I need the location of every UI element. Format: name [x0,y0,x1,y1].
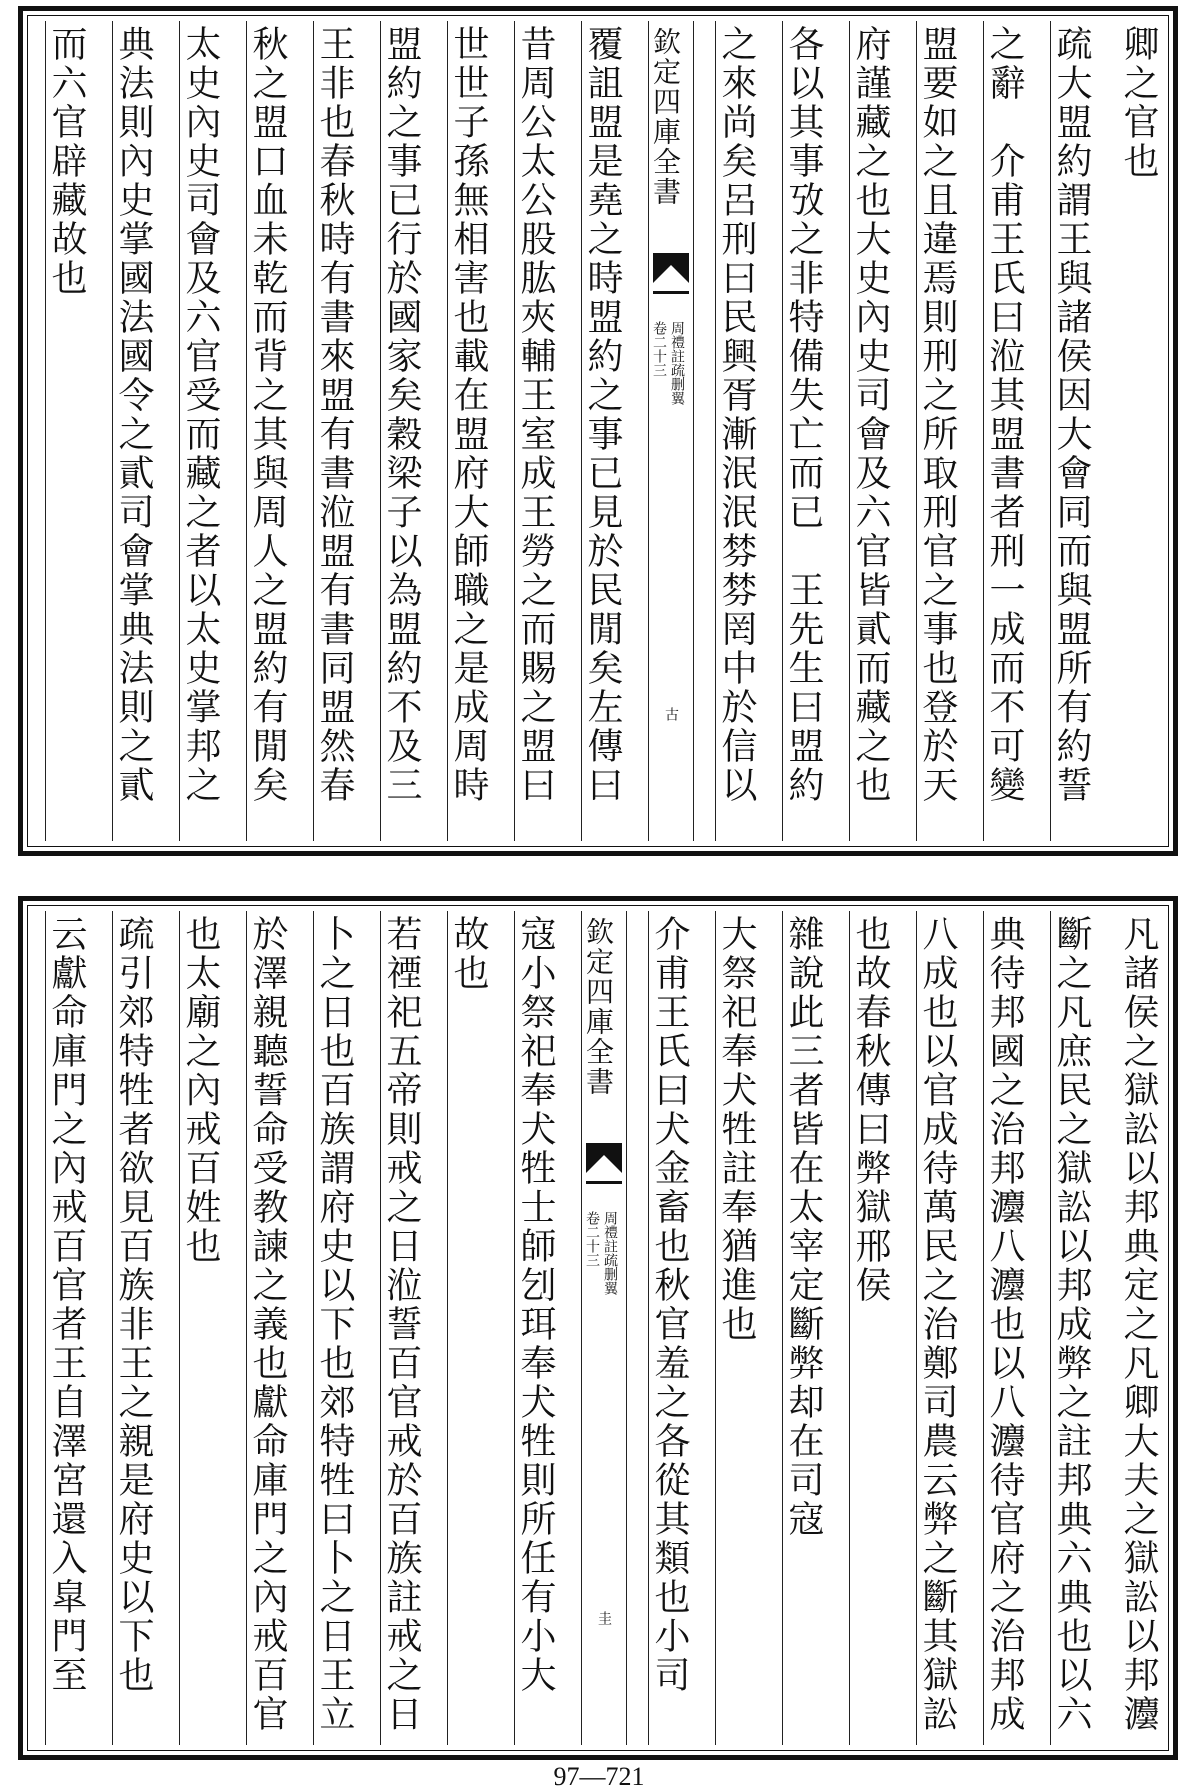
fish-tail-mark [653,253,689,283]
text-column [45,21,91,841]
text-column [983,911,1029,1745]
text-column [715,911,761,1745]
column-text: 昔周公太公股肱夾輔王室成王勞之而賜之盟曰 [515,25,556,805]
column-text: 各以其事攷之非特備失亡而已 王先生曰盟約 [783,25,824,805]
column-text: 典法則內史掌國法國令之貳司會掌典法則之貳 [113,25,154,805]
column-text: 覆詛盟是堯之時盟約之事已見於民閒矣左傳曰 [582,25,623,805]
column-text: 疏引郊特牲者欲見百族非王之親是府史以下也 [113,915,154,1695]
page-banner [648,21,694,841]
text-column [916,21,962,841]
text-column [514,21,560,841]
column-text: 凡諸侯之獄訟以邦典定之凡卿大夫之獄訟以邦灋 [1118,915,1159,1734]
text-column [782,911,828,1745]
fish-tail-mark [586,1143,622,1173]
column-text: 王非也春秋時有書來盟有書涖盟有書同盟然春 [314,25,355,805]
banner-volume: 卷二十三 [651,321,667,377]
column-text: 世世子孫無相害也載在盟府大師職之是成周時 [448,25,489,805]
text-column [1117,21,1163,841]
column-text: 而六官辟藏故也 [46,25,87,298]
text-column [782,21,828,841]
fish-tail-line [653,291,689,294]
banner-leaf-number: 古 [663,707,679,721]
text-column [916,911,962,1745]
column-text: 疏大盟約謂王與諸侯因大會同而與盟所有約誓 [1051,25,1092,805]
column-text: 若禋祀五帝則戒之日涖誓百官戒於百族註戒之日 [381,915,422,1734]
banner-volume: 卷二十三 [584,1211,600,1267]
column-text: 介甫王氏曰犬金畜也秋官羞之各從其類也小司 [649,915,690,1695]
column-text: 雜說此三者皆在太宰定斷弊却在司寇 [783,915,824,1539]
banner-title: 欽定四庫全書 [582,917,615,1097]
text-column [849,911,895,1745]
column-text: 府謹藏之也大史內史司會及六官皆貳而藏之也 [850,25,891,805]
text-column [1050,21,1096,841]
column-text: 卜之日也百族謂府史以下也郊特牲曰卜之日王立 [314,915,355,1734]
text-column [715,21,761,841]
column-text: 云獻命庫門之內戒百官者王自澤宮還入皐門至 [46,915,87,1695]
column-text: 之來尚矣呂刑曰民興胥漸泯泯棼棼罔中於信以 [716,25,757,805]
text-column [1050,911,1096,1745]
text-column [380,911,426,1745]
fish-tail-line [586,1181,622,1184]
column-text: 卿之官也 [1118,25,1159,181]
text-column [112,911,158,1745]
column-text: 於澤親聽誓命受教諫之義也獻命庫門之內戒百官 [247,915,288,1734]
text-column [1117,911,1163,1745]
text-column [313,911,359,1745]
column-text: 典待邦國之治邦灋八灋也以八灋待官府之治邦成 [984,915,1025,1734]
bottom-page [18,896,1178,1760]
text-column [246,911,292,1745]
page-number: 97—721 [553,1762,645,1791]
text-column [648,911,694,1745]
text-column [112,21,158,841]
text-column [581,21,627,841]
text-column [849,21,895,841]
banner-book-title: 周禮註疏删翼 [602,1211,618,1295]
text-column [380,21,426,841]
text-column [313,21,359,841]
column-text: 盟要如之且違焉則刑之所取刑官之事也登於天 [917,25,958,805]
column-text: 寇小祭祀奉犬牲士師刉珥奉犬牲則所任有小大 [515,915,556,1695]
column-text: 故也 [448,915,489,993]
text-column [514,911,560,1745]
text-column [246,21,292,841]
column-text: 斷之凡庶民之獄訟以邦成弊之註邦典六典也以六 [1051,915,1092,1734]
text-column [447,21,493,841]
column-text: 也故春秋傳曰弊獄邢侯 [850,915,891,1305]
text-column [45,911,91,1745]
column-text: 大祭祀奉犬牲註奉猶進也 [716,915,757,1344]
banner-book-title: 周禮註疏删翼 [669,321,685,405]
column-text: 之辭 介甫王氏曰涖其盟書者刑一成而不可變 [984,25,1025,805]
text-column [983,21,1029,841]
text-column [179,21,225,841]
column-text: 也太廟之內戒百姓也 [180,915,221,1266]
page-banner [581,911,627,1745]
column-text: 秋之盟口血未乾而背之其與周人之盟約有閒矣 [247,25,288,805]
banner-leaf-number: 圭 [596,1611,612,1625]
column-text: 太史內史司會及六官受而藏之者以太史掌邦之 [180,25,221,805]
text-column [179,911,225,1745]
column-text: 八成也以官成待萬民之治鄭司農云弊之斷其獄訟 [917,915,958,1734]
column-text: 盟約之事已行於國家矣穀梁子以為盟約不及三 [381,25,422,805]
banner-title: 欽定四庫全書 [649,27,682,207]
top-page [18,6,1178,856]
text-column [447,911,493,1745]
